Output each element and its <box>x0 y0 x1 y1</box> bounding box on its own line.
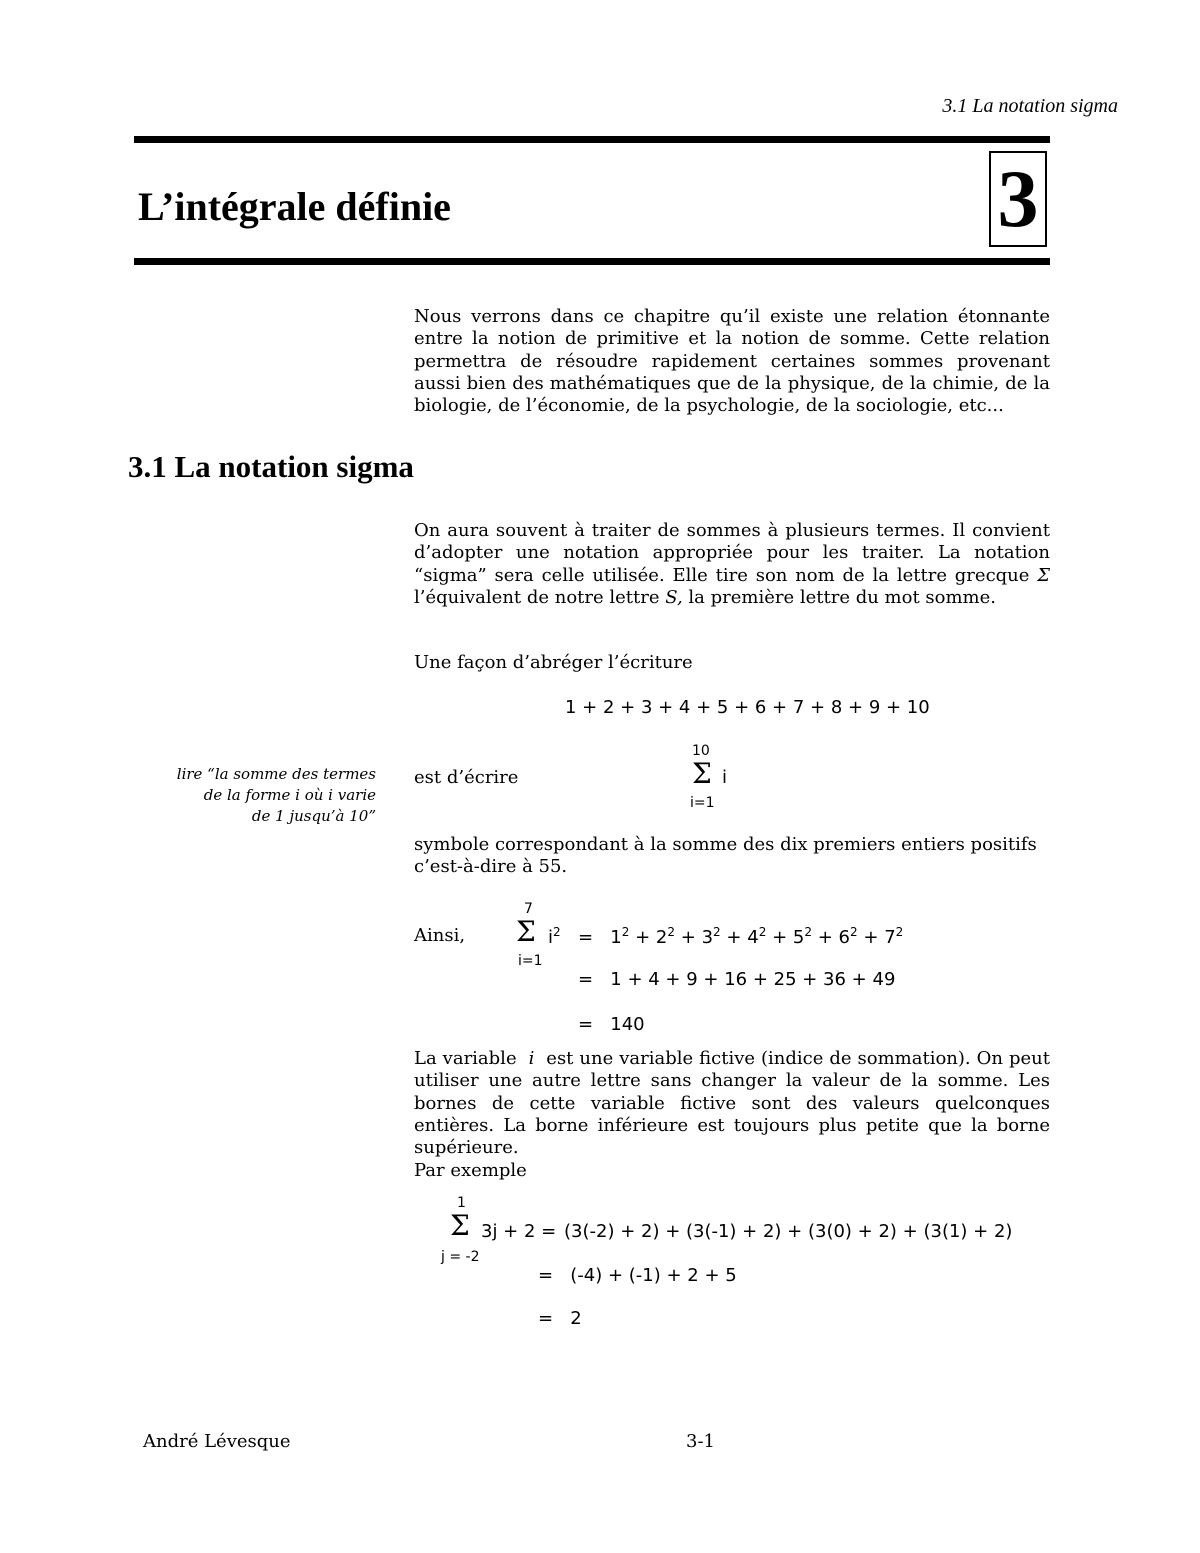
ex2-line2 <box>538 1265 737 1286</box>
ex1-term-exponent: 2 <box>553 925 561 939</box>
margin-note-line2: de la forme i où i varie <box>203 786 376 804</box>
long-sum: 1 + 2 + 3 + 4 + 5 + 6 + 7 + 8 + 9 + 10 <box>565 697 930 718</box>
chapter-title: L’intégrale définie <box>138 184 451 229</box>
ex1-square-1: $1^2$ <box>610 925 630 948</box>
ex2-lower-bound: j = -2 <box>441 1249 480 1265</box>
ex1-equals-3: = <box>578 1014 594 1035</box>
margin-note-line3: de 1 jusqu’à 10” <box>251 807 376 825</box>
ex1-line3 <box>578 1014 645 1035</box>
section-title: 3.1 La notation sigma <box>128 449 414 484</box>
ex2-equals-2: = <box>538 1265 554 1286</box>
sigma-paragraph <box>414 520 1050 609</box>
variable-paragraph <box>414 1048 1050 1159</box>
ex2-term: 3j + 2 = <box>481 1221 557 1242</box>
ex2-sigma-icon: Σ <box>450 1209 470 1242</box>
symbol-paragraph-line2: c’est-à-dire à 55. <box>414 856 568 878</box>
ex2-result: 2 <box>570 1308 582 1329</box>
sigma-paragraph-part3: la première lettre du mot somme. <box>688 586 997 608</box>
ainsi-label: Ainsi, <box>414 925 466 946</box>
ex1-square-6: $6^2$ <box>838 925 858 948</box>
abbreviation-intro: Une façon d’abréger l’écriture <box>414 652 693 673</box>
footer-page-number: 3-1 <box>686 1431 715 1452</box>
variable-paragraph-part2: est une variable fictive (indice de sommation). On peut utiliser une autre lettre sans changer la valeur de la somme. Les bornes de cette variable fictive sont des valeurs quelconques entières. La borne inférieure est toujours plus petite que la borne supérieure. <box>414 1048 1050 1159</box>
ex1-line2-expr: 1 + 4 + 9 + 16 + 25 + 36 + 49 <box>610 969 896 990</box>
chapter-number-box: 3 <box>989 151 1047 247</box>
sigma-letter-symbol: Σ <box>1037 564 1050 586</box>
ex1-line2 <box>578 969 895 990</box>
symbol-paragraph <box>414 834 1037 879</box>
ex1-term-base: i <box>548 927 554 948</box>
sum1-upper-bound: 10 <box>692 743 710 759</box>
ex1-result: 140 <box>610 1014 645 1035</box>
top-rule <box>134 136 1050 143</box>
ex2-line1: (3(-2) + 2) + (3(-1) + 2) + (3(0) + 2) + (3(1) + 2) <box>564 1221 1013 1242</box>
intro-paragraph: Nous verrons dans ce chapitre qu’il existe une relation étonnante entre la notion de primitive et la notion de somme. Cette relation permettra de résoudre rapidement certaines sommes provenant aussi bien des mathématiques que de la physique, de la chimie, de la biologie, de l’économie, de la psychologie, de la sociologie, etc... <box>414 306 1050 417</box>
letter-s: S, <box>665 586 683 608</box>
ex1-square-7: $7^2$ <box>884 925 904 948</box>
sigma-paragraph-part2: l’équivalent de notre lettre <box>414 586 660 608</box>
ex1-equals-1: = <box>578 927 594 948</box>
ex1-lower-bound: i=1 <box>518 953 543 969</box>
ex1-square-2: $2^2$ <box>655 925 676 948</box>
est-decrire: est d’écrire <box>414 767 519 788</box>
ex1-square-4: $4^2$ <box>747 925 767 948</box>
ex1-line1: = $1^2 + 2^2 + 3^2 + 4^2 + 5^2 + 6^2 + 7^2$ <box>578 925 904 948</box>
sum1-term: i <box>722 767 728 788</box>
margin-note-line1: lire “la somme des termes <box>176 765 376 783</box>
ex2-line3 <box>538 1308 582 1329</box>
sum1-sigma-icon: Σ <box>692 757 712 790</box>
ex1-equals-2: = <box>578 969 594 990</box>
par-exemple: Par exemple <box>414 1160 527 1181</box>
margin-note <box>140 764 376 827</box>
sum1-lower-bound: i=1 <box>690 795 715 811</box>
running-head: 3.1 La notation sigma <box>942 95 1118 117</box>
ex1-square-3: $3^2$ <box>701 925 721 948</box>
bottom-rule <box>134 258 1050 265</box>
ex1-upper-bound: 7 <box>524 901 533 917</box>
variable-paragraph-part1: La variable <box>414 1048 517 1069</box>
ex1-square-5: $5^2$ <box>792 925 812 948</box>
ex1-term <box>548 925 561 948</box>
symbol-paragraph-line1: symbole correspondant à la somme des dix premiers entiers positifs <box>414 834 1037 855</box>
ex2-equals-3: = <box>538 1308 554 1329</box>
ex2-upper-bound: 1 <box>457 1195 466 1211</box>
variable-name: i <box>528 1048 535 1069</box>
ex2-line2-expr: (-4) + (-1) + 2 + 5 <box>570 1265 737 1286</box>
ex1-sigma-icon: Σ <box>516 915 536 948</box>
footer-author: André Lévesque <box>143 1431 291 1452</box>
sigma-paragraph-part1: On aura souvent à traiter de sommes à plusieurs termes. Il convient d’adopter une notation appropriée pour les traiter. La notation “sigma” sera celle utilisée. Elle tire son nom de la lettre grecque <box>414 520 1050 586</box>
